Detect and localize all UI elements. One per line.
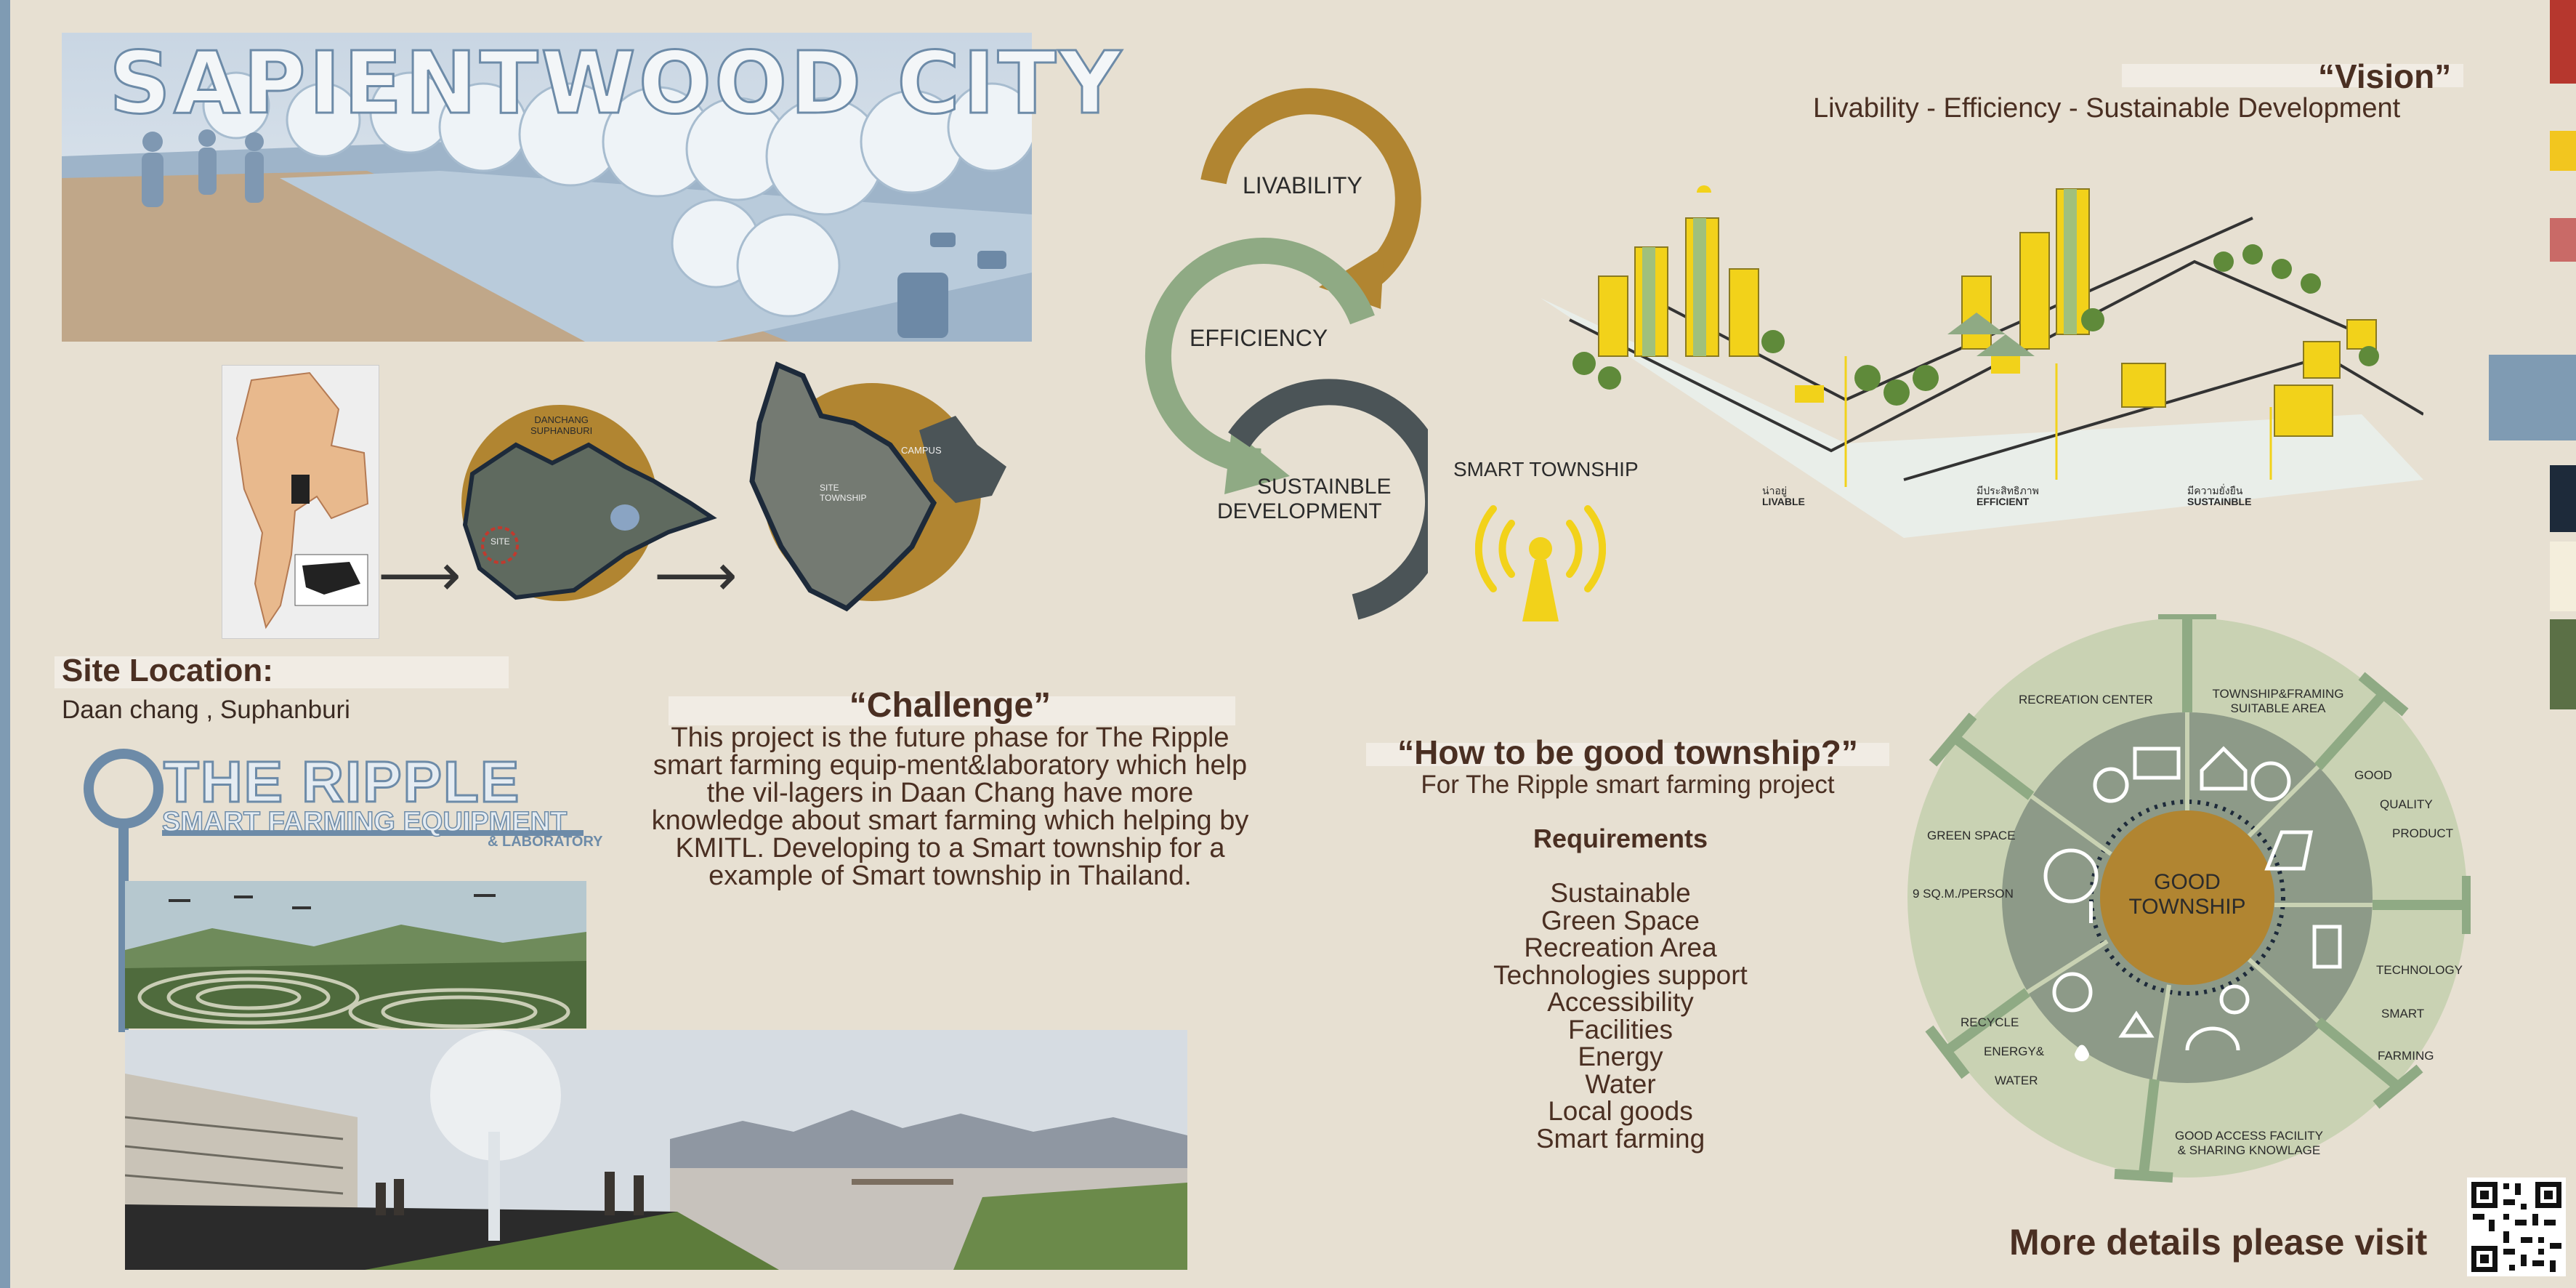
vision-line: Livability - Efficiency - Sustainable Development — [1813, 93, 2401, 124]
livable-label: LIVABLE — [1762, 496, 1805, 507]
vision-heading: “Vision” — [2318, 57, 2452, 95]
wheel-label-recycle: RECYCLE — [1961, 1015, 2019, 1029]
sustainable-note-label: SUSTAINBLE — [2187, 496, 2252, 507]
page-title: SAPIENTWOOD CITY — [109, 33, 1124, 133]
lake-landscape-image — [125, 1030, 1187, 1270]
efficient-label: EFFICIENT — [1977, 496, 2030, 507]
how-heading: “How to be good township?” — [1397, 733, 1858, 771]
how-subheading: For The Ripple smart farming project — [1421, 770, 1835, 799]
swatch-yellow — [2550, 131, 2576, 171]
swatch-navy — [2550, 465, 2576, 532]
swatch-red — [2550, 0, 2576, 84]
wheel-center-label: GOOD TOWNSHIP — [2128, 870, 2246, 919]
qr-code[interactable] — [2467, 1178, 2566, 1276]
wheel-label-township: TOWNSHIP&FRAMING SUITABLE AREA — [2212, 687, 2344, 715]
site-township-label: SITE TOWNSHIP — [820, 483, 867, 503]
wheel-label-recreation: RECREATION CENTER — [2019, 693, 2153, 707]
wheel-label-product: PRODUCT — [2392, 826, 2454, 840]
arrow-right-icon-2: ⟶ — [654, 543, 738, 608]
livable-th-label: น่าอยู่ — [1762, 485, 1788, 496]
challenge-body: This project is the future phase for The Ripple smart farming equip-ment&laboratory which help the vil-lagers in Daan Chang have more knowledge about smart farming which helping by KMITL. Developing to a Smart township for a example of Smart township in Thailand. — [651, 723, 1249, 891]
arrow-right-icon-1: ⟶ — [378, 543, 461, 608]
site-label: SITE — [490, 536, 510, 547]
wheel-label-farming: FARMING — [2378, 1049, 2434, 1063]
sustainable-th-label: มีความยั่งยืน — [2187, 485, 2243, 496]
site-location-heading: Site Location: — [62, 653, 273, 688]
requirements-list — [1439, 880, 1802, 1152]
requirement-item: Technologies support — [1493, 959, 1748, 990]
wheel-label-smart: SMART — [2381, 1007, 2425, 1021]
isometric-township-illustration — [1541, 174, 2423, 552]
cycle-diagram — [1123, 69, 1428, 629]
wheel-label-green: GREEN SPACE — [1927, 829, 2016, 842]
swatch-pink — [2550, 218, 2576, 262]
ripple-title: THE RIPPLE — [163, 749, 521, 814]
wheel-label-quality: QUALITY — [2380, 797, 2433, 811]
efficient-th-label: มีประสิทธิภาพ — [1977, 485, 2039, 496]
requirements-heading: Requirements — [1533, 824, 1708, 853]
thailand-map — [222, 365, 379, 639]
ripple-subtitle2: & LABORATORY — [488, 834, 603, 850]
wheel-label-water: WATER — [1995, 1074, 2038, 1087]
swatch-blue — [2489, 355, 2576, 440]
sustainable-label: SUSTAINBLE — [1257, 475, 1392, 499]
danchang-label: DANCHANG SUPHANBURI — [530, 414, 593, 436]
ripple-subtitle: SMART FARMING EQUIPMENT — [162, 807, 568, 837]
campus-label: CAMPUS — [901, 445, 942, 456]
site-location-value: Daan chang , Suphanburi — [62, 696, 350, 724]
wheel-label-technology: TECHNOLOGY — [2376, 963, 2463, 977]
challenge-heading: “Challenge” — [849, 686, 1051, 725]
township-map — [745, 358, 1014, 619]
livability-label: LIVABILITY — [1243, 172, 1362, 198]
requirement-item: Accessibility — [1547, 987, 1694, 1017]
requirement-item: Local goods — [1548, 1096, 1693, 1126]
wheel-label-sqm: 9 SQ.M./PERSON — [1913, 887, 2014, 901]
ripple-farm-image — [125, 881, 586, 1029]
requirement-item: Smart farming — [1535, 1123, 1705, 1154]
requirement-item: Facilities — [1568, 1014, 1673, 1045]
requirement-item: Energy — [1578, 1042, 1663, 1071]
smart-township-label: SMART TOWNSHIP — [1453, 458, 1639, 480]
good-township-wheel — [1904, 614, 2471, 1188]
wheel-label-access: GOOD ACCESS FACILITY & SHARING KNOWLAGE — [2174, 1129, 2324, 1157]
efficiency-label: EFFICIENCY — [1190, 325, 1328, 351]
left-accent-bar — [0, 0, 10, 1288]
requirement-item: Green Space — [1541, 905, 1700, 935]
requirement-item: Water — [1585, 1068, 1656, 1099]
more-details-text: More details please visit — [2009, 1222, 2428, 1263]
development-label: DEVELOPMENT — [1217, 499, 1382, 523]
swatch-green — [2550, 619, 2576, 709]
swatch-cream — [2550, 542, 2576, 611]
wheel-label-energy: ENERGY& — [1984, 1045, 2045, 1058]
wheel-label-good: GOOD — [2354, 768, 2392, 782]
requirement-item: Recreation Area — [1524, 933, 1717, 962]
requirement-item: Sustainable — [1550, 878, 1691, 908]
